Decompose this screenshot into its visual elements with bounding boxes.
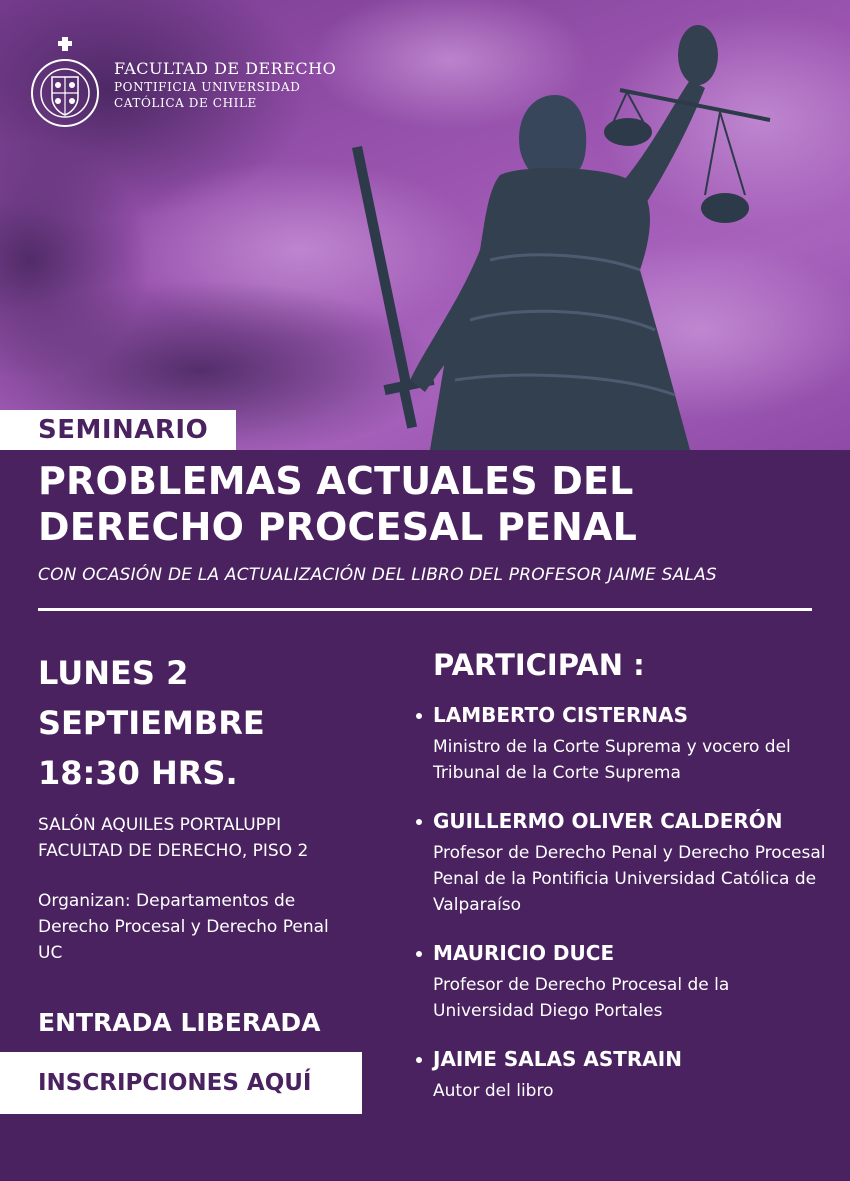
organizers: Organizan: Departamentos de Derecho Procesal y Derecho Penal UC (38, 891, 329, 963)
participant-item (414, 700, 834, 786)
participant-description: Profesor de Derecho Penal y Derecho Procesal Penal de la Pontificia Universidad Católica de Valparaíso (433, 843, 826, 915)
venue-line2: FACULTAD DE DERECHO, PISO 2 (38, 841, 309, 861)
participant-description: Autor del libro (433, 1081, 554, 1101)
participant-description: Ministro de la Corte Suprema y vocero del Tribunal de la Corte Suprema (433, 737, 791, 783)
university-seal-icon (30, 37, 100, 131)
event-schedule (38, 648, 265, 798)
participant-item (414, 806, 834, 918)
event-month: SEPTIEMBRE (38, 704, 265, 742)
faculty-name (114, 59, 336, 110)
faculty-name-line1: FACULTAD DE DERECHO (114, 58, 337, 78)
register-button[interactable]: INSCRIPCIONES AQUÍ (0, 1052, 362, 1114)
divider (38, 608, 812, 611)
event-title-line2: DERECHO PROCESAL PENAL (38, 505, 638, 549)
participant-name: LAMBERTO CISTERNAS (433, 700, 834, 730)
event-subtitle: CON OCASIÓN DE LA ACTUALIZACIÓN DEL LIBRO DEL PROFESOR JAIME SALAS (38, 565, 717, 585)
participants-list (414, 700, 834, 1104)
faculty-name-line2: PONTIFICIA UNIVERSIDAD (114, 79, 301, 94)
participant-name: MAURICIO DUCE (433, 938, 834, 968)
event-title-line1: PROBLEMAS ACTUALES DEL (38, 459, 634, 503)
participant-name: GUILLERMO OLIVER CALDERÓN (433, 806, 834, 836)
faculty-name-line3: CATÓLICA DE CHILE (114, 95, 257, 110)
participant-name: JAIME SALAS ASTRAIN (433, 1044, 834, 1074)
participant-item (414, 1044, 834, 1104)
event-type-tag: SEMINARIO (0, 410, 236, 450)
event-title (38, 458, 818, 550)
participants-heading: PARTICIPAN : (433, 648, 645, 682)
event-venue (38, 812, 308, 864)
participant-item (414, 938, 834, 1024)
participant-description: Profesor de Derecho Procesal de la Universidad Diego Portales (433, 975, 730, 1021)
faculty-logo (30, 37, 336, 131)
venue-line1: SALÓN AQUILES PORTALUPPI (38, 815, 282, 835)
event-day: LUNES 2 (38, 654, 189, 692)
event-time: 18:30 HRS. (38, 754, 238, 792)
entry-info: ENTRADA LIBERADA (38, 1008, 321, 1037)
hero-image (0, 0, 850, 450)
